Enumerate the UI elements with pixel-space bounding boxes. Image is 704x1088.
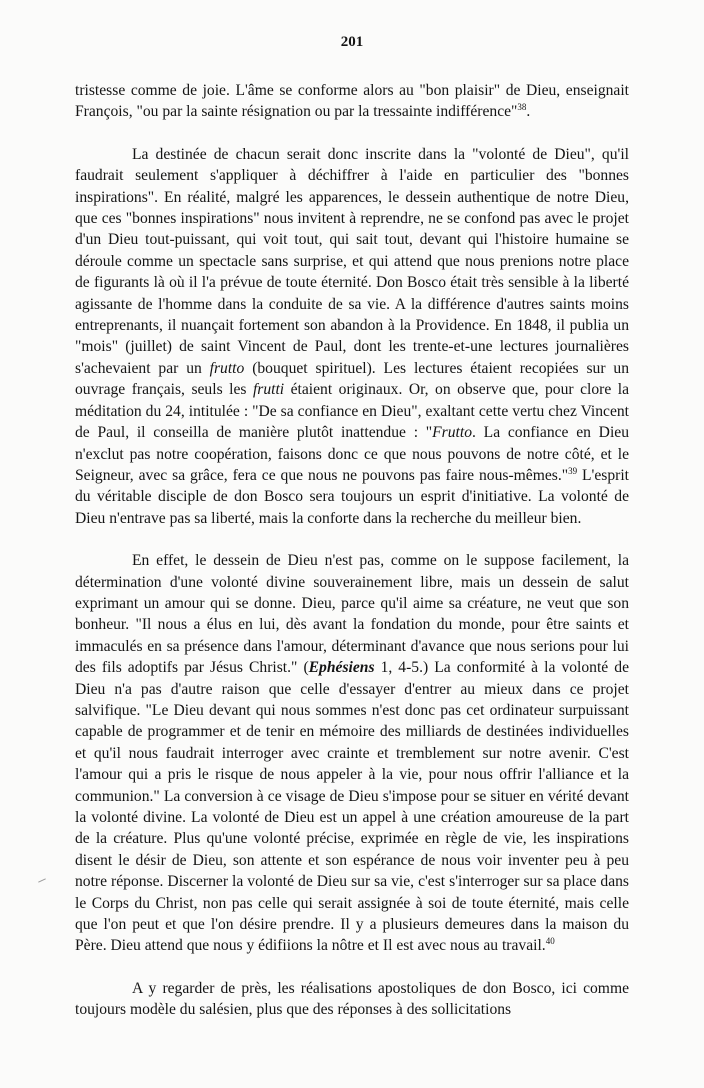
paragraph-text: La destinée de chacun serait donc inscrite dans la "volonté de Dieu", qu'il faudrait seulement s'appliquer à déchiffrer à l'aide en particulier des "bonnes inspirations". En réalité, malgré les apparences, le dessein authentique de notre Dieu, que ces "bonnes inspirations" nous invitent à reprendre, ne se confond pas avec le projet d'un Dieu tout-puissant, qui voit tout, qui sait tout, devant qui l'histoire humaine se déroule comme un spectacle sans surprise, et qui attend que nous prenions notre place de figurants là où il l'a prévue de toute éternité. Don Bosco était très sensible à la liberté agissante de l'homme dans la conduite de sa vie. A la différence d'autres saints moins entreprenants, il nuançait fortement son abandon à la Providence. En 1848, il publia un "mois" (juillet) de saint Vincent de Paul, dont les trente-et-une lectures journalières s'achevaient par un: [75, 145, 629, 377]
italic-term: frutti: [252, 381, 285, 399]
paragraph-2: [75, 144, 629, 529]
page-number: 201: [340, 34, 364, 50]
paragraph-text: L'esprit du véritable disciple de don Bosco sera toujours un esprit d'initiative. La volonté de Dieu n'entrave pas sa liberté, mais la conforte dans la recherche du meilleur bien.: [75, 466, 630, 527]
paragraph-3: [75, 550, 629, 957]
paragraph-1: [75, 80, 629, 123]
paragraph-text: A y regarder de près, les réalisations apostoliques de don Bosco, ici comme toujours modèle du salésien, plus que des réponses à des sollicitations: [75, 979, 629, 1019]
paragraph-text: En effet, le dessein de Dieu n'est pas, comme on le suppose facilement, la détermination d'une volonté divine souverainement libre, mais un dessein de salut exprimant un amour qui se donne. Dieu, parce qu'il aime sa créature, ne veut que son bonheur. "Il nous a élus en lui, dès avant la fondation du monde, pour être saints et immaculés en sa présence dans l'amour, déterminant d'avance que nous serions pour lui des fils adoptifs par Jésus Christ." (: [75, 552, 629, 677]
body-text: [75, 80, 629, 1021]
footnote-ref: 40: [545, 936, 555, 947]
paragraph-4: [75, 978, 629, 1021]
italic-reference: Ephésiens: [308, 659, 375, 677]
italic-term: Frutto: [432, 424, 473, 442]
paragraph-text: .: [526, 103, 531, 121]
italic-term: frutto: [209, 359, 245, 377]
footnote-ref: 38: [517, 102, 527, 113]
paragraph-text: étaient originaux. Or, on observe que, pour clore la méditation du 24, intitulée : "De sa confiance en Dieu", exaltant cette vertu chez Vincent de Paul, il conseilla de manière plutôt inattendue : ": [75, 381, 629, 442]
paragraph-text: 1, 4-5.) La conformité à la volonté de Dieu n'a pas d'autre raison que celle d'essayer d'entrer au mieux dans ce projet salvifique. "Le Dieu devant qui nous sommes n'est donc pas cet ordinateur surpuissant capable de programmer et de tenir en mémoire des milliards de destinées individuelles et qu'il nous faudrait interroger avec crainte et tremblement sur notre avenir. C'est l'amour qui a pris le risque de nous appeler à la vie, pour nous offrir l'alliance et la communion." La conversion à ce visage de Dieu s'impose pour se situer en vérité devant la volonté divine. La volonté de Dieu est un appel à une création amoureuse de la part de la créature. Plus qu'une volonté précise, exprimée en règle de vie, les inspirations disent le désir de Dieu, son attente et son espérance de nous voir inventer peu à peu notre réponse. Discerner la volonté de Dieu sur sa vie, c'est s'interroger sur sa place dans le Corps du Christ, non pas celle qui serait assignée à soi de toute éternité, mais celle que l'on peut et que l'on désire prendre. Il y a plusieurs demeures dans la maison du Père. Dieu attend que nous y édifiions la nôtre et Il est avec nous au travail.: [75, 659, 629, 955]
scan-mark: [38, 878, 46, 882]
footnote-ref: 39: [568, 465, 578, 476]
paragraph-text: (bouquet spirituel). Les lectures étaient recopiées sur un ouvrage français, seuls les: [75, 359, 629, 399]
paragraph-text: . La confiance en Dieu n'exclut pas notre coopération, faisons donc ce que nous pouvons de notre côté, et le Seigneur, avec sa grâce, fera ce que nous ne pouvons pas faire nous-mêmes.": [75, 424, 629, 484]
paragraph-text: tristesse comme de joie. L'âme se conforme alors au "bon plaisir" de Dieu, enseignait François, "ou par la sainte résignation ou par la tressainte indifférence": [75, 82, 629, 121]
